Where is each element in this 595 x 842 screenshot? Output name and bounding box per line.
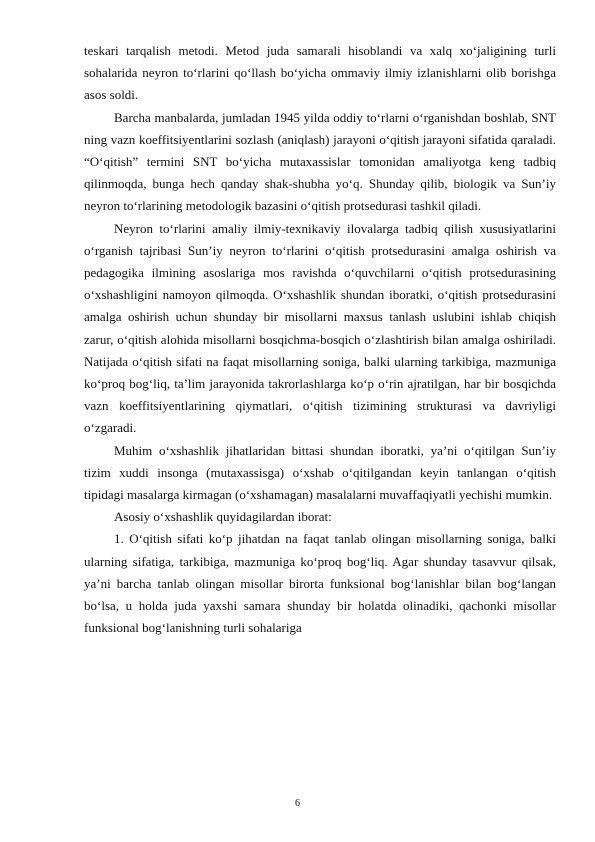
page-body (84, 40, 556, 639)
paragraph-list-item-1: 1. O‘qitish sifati ko‘p jihatdan na faqat tanlab olingan misollarning soniga, balki ularning sifatiga, tarkibiga, mazmuniga ko‘proq bog‘liq. Agar shunday tasavvur qilsak, ya’ni barcha tanlab olingan misollar birorta funksional bog‘lanishlar bilan bog‘langan bo‘lsa, u holda juda yaxshi samara shunday bir holatda olinadiki, qachonki misollar funksional bog‘lanishning turli sohalariga (84, 531, 556, 636)
paragraph-main-similarity-heading: Asosiy o‘xshashlik quyidagilardan iborat: (114, 509, 332, 525)
page-number: 6 (295, 798, 300, 809)
paragraph-applications: Neyron to‘rlarini amaliy ilmiy-texnikaviy ilovalarga tadbiq qilish xususiyatlarini o‘rganish tajribasi Sun’iy neyron to‘rlarini o‘qitish protsedurasini amalga oshirish va pedagogika ilmining asoslariga mos ravishda o‘quvchilarni o‘qitish protsedurasining o‘xshashligini namoyon qilmoqda. O‘xshashlik shundan iboratki, o‘qitish protsedurasini amalga oshirish uchun shunday bir misollarni maxsus tanlash uslubini ishlab chiqish zarur, o‘qitish alohida misollarni bosqichma-bosqich o‘zlashtirish bilan amalga oshiriladi. Natijada o‘qitish sifati na faqat misollarning soniga, balki ularning tarkibiga, mazmuniga ko‘proq bog‘liq, ta’lim jarayonida takrorlashlarga ko‘p o‘rin ajratilgan, har bir bosqichda vazn koeffitsiyentlarining qiymatlari, o‘qitish tizimining strukturasi va davriyligi o‘zgaradi. (84, 220, 556, 436)
paragraph-training-process: Barcha manbalarda, jumladan 1945 yilda oddiy to‘rlarni o‘rganishdan boshlab, SNT ning vazn koeffitsiyentlarini sozlash (aniqlash) jarayoni o‘qitish jarayoni sifatida qaraladi. “O‘qitish” termini SNT bo‘yicha mutaxassislar tomonidan amaliyotga keng tadbiq qilinmoqda, bunga hech qanday shak-shubha yo‘q. Shunday qilib, biologik va Sun’iy neyron to‘rlarining metodologik bazasini o‘qitish protsedurasi tashkil qiladi. (84, 109, 556, 214)
paragraph-similarity: Muhim o‘xshashlik jihatlaridan bittasi shundan iboratki, ya’ni o‘qitilgan Sun’iy tizim xuddi insonga (mutaxassisga) o‘xshab o‘qitilgandan keyin tanlangan o‘qitish tipidagi masalarga kirmagan (o‘xshamagan) masalalarni muvaffaqiyatli yechishi mumkin. (84, 442, 556, 503)
paragraph-continuation: teskari tarqalish metodi. Metod juda samarali hisoblandi va xalq xo‘jaligining turli sohalarida neyron to‘rlarini qo‘llash bo‘yicha ommaviy ilmiy izlanishlarni olib borishga asos soldi. (84, 43, 556, 103)
